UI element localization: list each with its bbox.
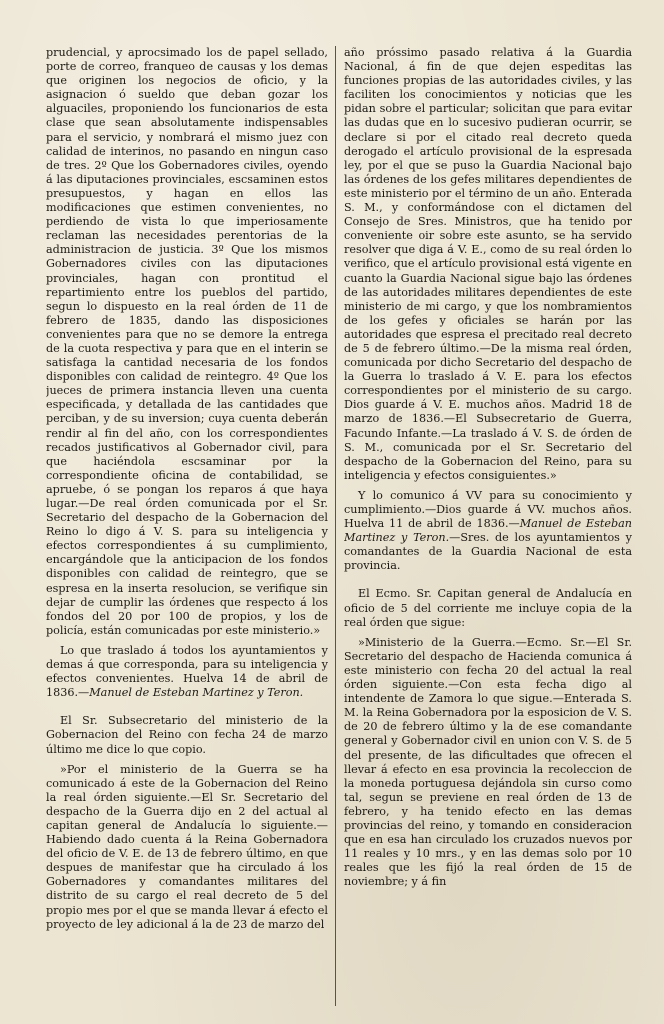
left-paragraph-3: El Sr. Subsecretario del ministerio de la Gobernacion del Reino con fecha 24 de marzo último me dice lo que copio. [46, 714, 328, 756]
right-paragraph-2 [344, 489, 632, 574]
right-signature: Manuel de Esteban Martinez y Teron. [344, 517, 632, 545]
left-paragraph-4: »Por el ministerio de la Guerra se ha comunicado á este de la Gobernacion del Reino la real órden siguiente.—El Sr. Secretario del despacho de la Guerra dijo en 2 del actual al capitan general de Andalucía lo siguiente.—Habiendo dado cuenta á la Reina Gobernadora del oficio de V. E. de 13 de febrero último, en que despues de manifestar que ha circulado á los Gobernadores y comandantes militares del distrito de su cargo el real decreto de 5 del propio mes por el que se manda llevar á efecto el proyecto de ley adicional á la de 23 de marzo del [46, 762, 328, 931]
right-paragraph-3: El Ecmo. Sr. Capitan general de Andalucía en oficio de 5 del corriente me incluye copia de la real órden que sigue: [344, 587, 632, 629]
left-paragraph-1: prudencial, y aprocsimado los de papel sellado, porte de correo, franqueo de causas y los demas que originen los negocios de oficio, y la asignacion ó sueldo que deban gozar los alguaciles, proponiendo los funcionarios de esta clase que sean absolutamente indispensables para el servicio, y nombrará el mismo juez con calidad de interinos, no pasando en ningun caso de tres. 2º Que los Gobernadores civiles, oyendo á las diputaciones provinciales, escsaminen estos presupuestos, y hagan en ellos las modificaciones que estimen convenientes, no perdiendo de vista lo que imperiosamente reclaman las necesidades perentorias de la administracion de justicia. 3º Que los mismos Gobernadores civiles con las diputaciones provinciales, hagan con prontitud el repartimiento entre los pueblos del partido, segun lo dispuesto en la real órden de 11 de febrero de 1835, dando las disposiciones convenientes para que no se demore la entrega de la cuota respectiva y para que en el interin se satisfaga la cantidad necesaria de los fondos disponibles con calidad de reintegro. 4º Que los jueces de primera instancia lleven una cuenta especificada, y detallada de las cantidades que perciban, y de su inversion; cuya cuenta deberán rendir al fin del año, con los correspondientes recados justificativos al Gobernador civil, para que haciéndola escsaminar por la correspondiente oficina de contabilidad, se apruebe, ó se pongan los reparos á que haya lugar.—De real órden comunicada por el Sr. Secretario del despacho de la Gobernacion del Reino lo digo á V. S. para su inteligencia y efectos correspondientes á su cumplimiento, encargándole que la anticipacion de los fondos disponibles con calidad de reintegro, que se espresa en la inserta resolucion, se verifique sin dejar de cumplir las órdenes que respecto á los fondos del 20 por 100 de propios, y los de policía, están comunicadas por este ministerio.» [46, 46, 328, 637]
left-column [46, 46, 328, 1014]
left-paragraph-2-text: Lo que traslado á todos los ayuntamientos y demas á que corresponda, para su inteligencia y efectos convenientes. Huelva 14 de abril de 1836.— [46, 643, 328, 700]
left-paragraph-2 [46, 644, 328, 700]
right-paragraph-1: año próssimo pasado relativa á la Guardia Nacional, á fin de que dejen espeditas las funciones propias de las autoridades civiles, y las faciliten los conocimientos y noticias que les pidan sobre el particular; solicitan que para evitar las dudas que en lo sucesivo pudieran ocurrir, se declare si por el citado real decreto queda derogado el artículo provisional de la espresada ley, por el que se puso la Guardia Nacional bajo las órdenes de los gefes militares dependientes de este ministerio por el término de un año. Enterada S. M., y conformándose con el dictamen del Consejo de Sres. Ministros, que ha tenido por conveniente oir sobre este asunto, se ha servido resolver que diga á V. E., como de su real órden lo verifico, que el artículo provisional está vigente en cuanto la Guardia Nacional sigue bajo las órdenes de las autoridades militares dependientes de este ministerio de mi cargo, y que los nombramientos de los gefes y oficiales se harán por las autoridades que espresa el precitado real decreto de 5 de febrero último.—De la misma real órden, comunicada por dicho Secretario del despacho de la Guerra lo traslado á V. E. para los efectos correspondientes por el ministerio de su cargo. Dios guarde á V. E. muchos años. Madrid 18 de marzo de 1836.—El Subsecretario de Guerra, Facundo Infante.—La traslado á V. S. de órden de S. M., comunicada por el Sr. Secretario del despacho de la Gobernacion del Reino, para su inteligencia y efectos consiguientes.» [344, 46, 632, 482]
column-divider [335, 46, 336, 1006]
right-column [344, 46, 632, 1014]
left-signature: Manuel de Esteban Martinez y Teron. [89, 686, 304, 700]
right-paragraph-2-tail: —Sres. de los ayuntamientos y comandantes de la Guardia Nacional de esta provincia. [344, 531, 632, 573]
right-paragraph-4: »Ministerio de la Guerra.—Ecmo. Sr.—El Sr. Secretario del despacho de Hacienda comunica á este ministerio con fecha 20 del actual la real órden siguiente.—Con esta fecha digo al intendente de Zamora lo que sigue.—Enterada S. M. la Reina Gobernadora por la esposicion de V. S. de 20 de febrero último y la de ese comandante general y Gobernador civil en union con V. S. de 5 del presente, de las dificultades que ofrecen el llevar á efecto en esa provincia la recoleccion de la moneda portuguesa dejándola sin curso como tal, segun se previene en real órden de 13 de febrero, y ha tenido efecto en las demas provincias del reino, y tomando en consideracion que en esa han circulado los cruzados nuevos por 11 reales y 10 mrs., y en las demas solo por 10 reales que les fijó la real órden de 15 de noviembre; y á fin [344, 635, 632, 889]
right-paragraph-2-text: Y lo comunico á VV para su conocimiento y cumplimiento.—Dios guarde á VV. muchos años. Huelva 11 de abril de 1836.— [344, 488, 632, 531]
